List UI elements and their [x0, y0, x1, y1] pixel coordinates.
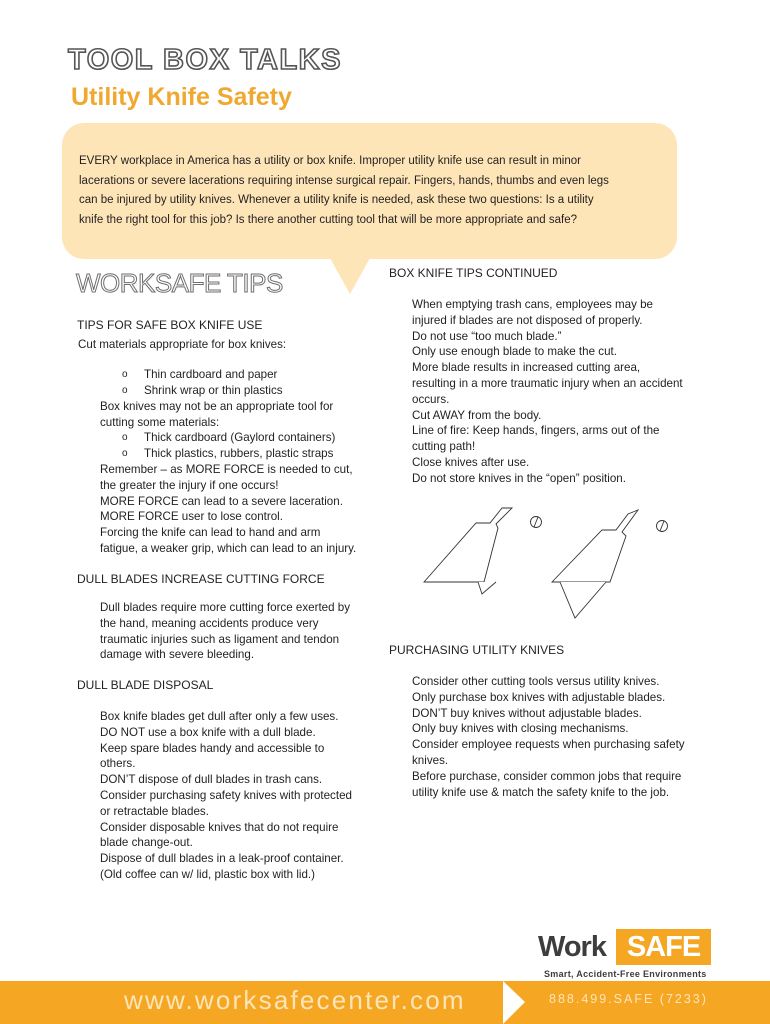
- utility-knife-long-blade-icon: [552, 510, 668, 618]
- text-line: Dull blades require more cutting force exerted by: [100, 601, 351, 614]
- text-line: Line of fire: Keep hands, fingers, arms out of the: [412, 424, 660, 438]
- text-line: or retractable blades.: [100, 804, 209, 818]
- intro-line: can be injured by utility knives. Whenever a utility knife is needed, ask these two questions: Is a utility: [79, 194, 594, 207]
- text-line: Before purchase, consider common jobs that require: [412, 769, 682, 783]
- text-line: Close knives after use.: [412, 455, 530, 469]
- footer-website: www.worksafecenter.com: [124, 985, 466, 1015]
- text-line: More blade results in increased cutting area,: [412, 361, 641, 375]
- text-line: the hand, meaning accidents produce very: [100, 616, 319, 630]
- text-line: Dispose of dull blades in a leak-proof container.: [100, 852, 344, 866]
- text-line: others.: [100, 757, 136, 771]
- text-line: DON’T dispose of dull blades in trash cans.: [100, 773, 323, 787]
- text-line: Box knives may not be an appropriate tool for: [100, 400, 334, 413]
- intro-text: [79, 152, 665, 230]
- text-line: Only purchase box knives with adjustable blades.: [412, 690, 666, 704]
- tips-heading: TIPS FOR SAFE BOX KNIFE USE: [77, 318, 263, 332]
- worksafe-logo: [538, 929, 710, 983]
- list-item: o Thick cardboard (Gaylord containers): [122, 430, 335, 446]
- tips-rest: [100, 462, 356, 557]
- intro-line: EVERY workplace in America has a utility or box knife. Improper utility knife use can result in minor: [79, 155, 581, 167]
- text-line: damage with severe bleeding.: [100, 648, 255, 662]
- text-line: blade change-out.: [100, 836, 193, 850]
- text-line: DO NOT use a box knife with a dull blade.: [100, 725, 316, 739]
- text-line: occurs.: [412, 392, 450, 406]
- text-line: Forcing the knife can lead to hand and arm: [100, 526, 321, 540]
- text-line: Box knife blades get dull after only a few uses.: [100, 710, 339, 723]
- text-line: traumatic injuries such as ligament and tendon: [100, 632, 340, 646]
- purchasing-heading: PURCHASING UTILITY KNIVES: [389, 643, 565, 657]
- footer-divider-notch: [503, 981, 525, 1024]
- blade-disposal-text: [100, 709, 352, 883]
- purchasing-text: [412, 674, 685, 800]
- text-line: cutting some materials:: [100, 415, 220, 429]
- text-line: Only use enough blade to make the cut.: [412, 345, 617, 359]
- text-line: the greater the injury if one occurs!: [100, 478, 279, 492]
- text-line: fatigue, a weaker grip, which can lead to an injury.: [100, 541, 357, 555]
- logo-word-work: Work: [538, 931, 606, 963]
- intro-line: knife the right tool for this job? Is there another cutting tool that will be more appropriate and safe?: [79, 213, 577, 226]
- text-line: Consider employee requests when purchasing safety: [412, 738, 685, 752]
- intro-line: lacerations or severe lacerations requiring intense surgical repair. Fingers, hands, thumbs and even legs: [79, 174, 609, 187]
- text-line: DON’T buy knives without adjustable blades.: [412, 706, 642, 720]
- inappropriate-materials-list: [122, 430, 335, 462]
- list-item: o Shrink wrap or thin plastics: [122, 383, 283, 399]
- text-line: Only buy knives with closing mechanisms.: [412, 722, 629, 736]
- tips-intro: Cut materials appropriate for box knives:: [78, 338, 287, 351]
- list-item: o Thick plastics, rubbers, plastic straps: [122, 446, 335, 462]
- box-knife-tips-continued-heading: BOX KNIFE TIPS CONTINUED: [389, 266, 558, 280]
- box-knife-tips-continued-text: [412, 297, 683, 487]
- text-line: Remember – as MORE FORCE is needed to cut,: [100, 463, 353, 476]
- text-line: knives.: [412, 753, 449, 767]
- text-line: utility knife use & match the safety knife to the job.: [412, 785, 670, 799]
- text-line: injured if blades are not disposed of properly.: [412, 313, 643, 327]
- text-line: MORE FORCE user to lose control.: [100, 510, 283, 524]
- text-line: Do not store knives in the “open” position.: [412, 471, 626, 485]
- blade-disposal-heading: DULL BLADE DISPOSAL: [77, 678, 214, 692]
- dull-blades-text: [100, 600, 350, 663]
- appropriate-materials-list: [122, 367, 283, 399]
- text-line: (Old coffee can w/ lid, plastic box with lid.): [100, 867, 316, 881]
- page-subtitle: Utility Knife Safety: [71, 83, 292, 111]
- text-line: Do not use “too much blade.”: [412, 329, 562, 343]
- text-line: Consider purchasing safety knives with protected: [100, 788, 352, 802]
- callout-tail: [330, 258, 370, 294]
- text-line: Cut AWAY from the body.: [412, 408, 542, 422]
- utility-knife-short-blade-icon: [424, 508, 542, 594]
- text-line: Consider other cutting tools versus utility knives.: [412, 675, 660, 688]
- text-line: When emptying trash cans, employees may be: [412, 298, 654, 311]
- tips-mid: [100, 399, 333, 431]
- section-title-worksafe-tips: WORKSAFE TIPS: [76, 268, 283, 298]
- footer-phone: 888.499.SAFE (7233): [549, 992, 708, 1006]
- logo-tagline: Smart, Accident-Free Environments: [544, 969, 707, 979]
- list-item: o Thin cardboard and paper: [122, 367, 283, 383]
- text-line: MORE FORCE can lead to a severe laceration.: [100, 494, 343, 508]
- logo-word-safe: SAFE: [616, 929, 711, 965]
- text-line: cutting path!: [412, 440, 476, 454]
- text-line: Keep spare blades handy and accessible to: [100, 741, 325, 755]
- text-line: resulting in a more traumatic injury when an accident: [412, 376, 683, 390]
- text-line: Consider disposable knives that do not require: [100, 820, 339, 834]
- dull-blades-heading: DULL BLADES INCREASE CUTTING FORCE: [77, 572, 325, 586]
- page-title: TOOL BOX TALKS: [68, 44, 342, 76]
- utility-knife-illustrations: [410, 500, 710, 620]
